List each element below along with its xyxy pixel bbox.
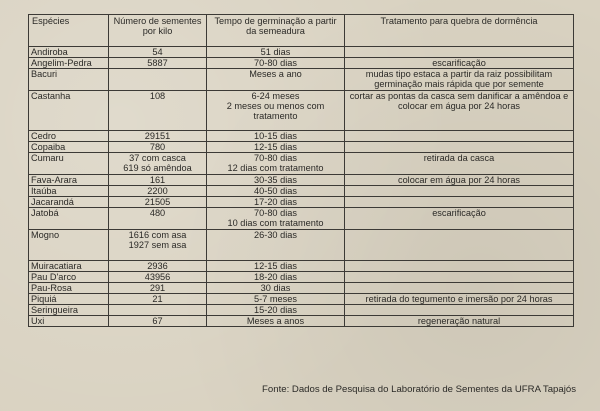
cell-treatment	[345, 272, 574, 283]
cell-species: Cedro	[29, 131, 109, 142]
cell-treatment	[345, 142, 574, 153]
table-row	[29, 208, 574, 230]
cell-germination-time: 70-80 dias 10 dias com tratamento	[207, 208, 345, 230]
cell-seeds-per-kilo: 67	[109, 316, 207, 327]
table-row	[29, 230, 574, 261]
header-species: Espécies	[29, 15, 109, 47]
table-row	[29, 294, 574, 305]
cell-seeds-per-kilo: 480	[109, 208, 207, 230]
cell-seeds-per-kilo: 54	[109, 47, 207, 58]
cell-germination-time: Meses a ano	[207, 69, 345, 91]
table-header-row	[29, 15, 574, 47]
table-row	[29, 131, 574, 142]
cell-species: Copaiba	[29, 142, 109, 153]
cell-germination-time: 30 dias	[207, 283, 345, 294]
cell-germination-time: 70-80 dias 12 dias com tratamento	[207, 153, 345, 175]
cell-treatment: regeneração natural	[345, 316, 574, 327]
table-row	[29, 272, 574, 283]
cell-germination-time: 51 dias	[207, 47, 345, 58]
cell-seeds-per-kilo: 21505	[109, 197, 207, 208]
cell-germination-time: 5-7 meses	[207, 294, 345, 305]
cell-germination-time: 18-20 dias	[207, 272, 345, 283]
cell-species: Castanha	[29, 91, 109, 131]
table-row	[29, 142, 574, 153]
cell-species: Andiroba	[29, 47, 109, 58]
table-row	[29, 153, 574, 175]
table-row	[29, 175, 574, 186]
cell-seeds-per-kilo	[109, 69, 207, 91]
cell-treatment: escarificação	[345, 208, 574, 230]
cell-species: Pau D'arco	[29, 272, 109, 283]
cell-seeds-per-kilo: 2936	[109, 261, 207, 272]
cell-species: Jacarandá	[29, 197, 109, 208]
header-germination-time: Tempo de germinação a partir da semeadura	[207, 15, 345, 47]
cell-species: Jatobá	[29, 208, 109, 230]
cell-treatment	[345, 186, 574, 197]
table-row	[29, 186, 574, 197]
cell-seeds-per-kilo: 291	[109, 283, 207, 294]
cell-germination-time: 6-24 meses 2 meses ou menos com tratamento	[207, 91, 345, 131]
cell-treatment	[345, 230, 574, 261]
cell-germination-time: 26-30 dias	[207, 230, 345, 261]
cell-species: Pau-Rosa	[29, 283, 109, 294]
cell-treatment	[345, 261, 574, 272]
cell-species: Seringueira	[29, 305, 109, 316]
cell-seeds-per-kilo: 161	[109, 175, 207, 186]
cell-seeds-per-kilo: 29151	[109, 131, 207, 142]
cell-species: Angelim-Pedra	[29, 58, 109, 69]
header-seeds-per-kilo: Número de sementes por kilo	[109, 15, 207, 47]
cell-species: Mogno	[29, 230, 109, 261]
table-row	[29, 283, 574, 294]
cell-treatment	[345, 47, 574, 58]
cell-seeds-per-kilo: 5887	[109, 58, 207, 69]
cell-species: Bacuri	[29, 69, 109, 91]
cell-treatment	[345, 131, 574, 142]
cell-treatment: escarificação	[345, 58, 574, 69]
cell-germination-time: 70-80 dias	[207, 58, 345, 69]
table-row	[29, 69, 574, 91]
cell-species: Itaúba	[29, 186, 109, 197]
cell-seeds-per-kilo: 43956	[109, 272, 207, 283]
cell-seeds-per-kilo: 780	[109, 142, 207, 153]
cell-seeds-per-kilo: 37 com casca 619 só amêndoa	[109, 153, 207, 175]
cell-seeds-per-kilo: 21	[109, 294, 207, 305]
cell-seeds-per-kilo: 2200	[109, 186, 207, 197]
header-treatment: Tratamento para quebra de dormência	[345, 15, 574, 47]
table-row	[29, 91, 574, 131]
cell-germination-time: 10-15 dias	[207, 131, 345, 142]
cell-treatment	[345, 305, 574, 316]
source-caption: Fonte: Dados de Pesquisa do Laboratório de Sementes da UFRA Tapajós	[262, 384, 576, 395]
cell-germination-time: 12-15 dias	[207, 261, 345, 272]
seed-table	[28, 14, 574, 327]
cell-treatment: retirada do tegumento e imersão por 24 horas	[345, 294, 574, 305]
cell-treatment	[345, 197, 574, 208]
cell-treatment: cortar as pontas da casca sem danificar a amêndoa e colocar em água por 24 horas	[345, 91, 574, 131]
cell-germination-time: 17-20 dias	[207, 197, 345, 208]
cell-germination-time: 15-20 dias	[207, 305, 345, 316]
cell-treatment: retirada da casca	[345, 153, 574, 175]
cell-species: Uxi	[29, 316, 109, 327]
cell-species: Muiracatiara	[29, 261, 109, 272]
cell-treatment: colocar em água por 24 horas	[345, 175, 574, 186]
cell-species: Piquiá	[29, 294, 109, 305]
table-row	[29, 58, 574, 69]
table-row	[29, 261, 574, 272]
table-row	[29, 305, 574, 316]
cell-treatment	[345, 283, 574, 294]
table-row	[29, 197, 574, 208]
table-row	[29, 316, 574, 327]
cell-germination-time: Meses a anos	[207, 316, 345, 327]
table-row	[29, 47, 574, 58]
table-body	[29, 47, 574, 327]
cell-species: Cumaru	[29, 153, 109, 175]
cell-germination-time: 30-35 dias	[207, 175, 345, 186]
cell-treatment: mudas tipo estaca a partir da raiz possibilitam germinação mais rápida que por semente	[345, 69, 574, 91]
cell-germination-time: 40-50 dias	[207, 186, 345, 197]
cell-seeds-per-kilo	[109, 305, 207, 316]
cell-species: Fava-Arara	[29, 175, 109, 186]
cell-seeds-per-kilo: 1616 com asa 1927 sem asa	[109, 230, 207, 261]
cell-germination-time: 12-15 dias	[207, 142, 345, 153]
cell-seeds-per-kilo: 108	[109, 91, 207, 131]
